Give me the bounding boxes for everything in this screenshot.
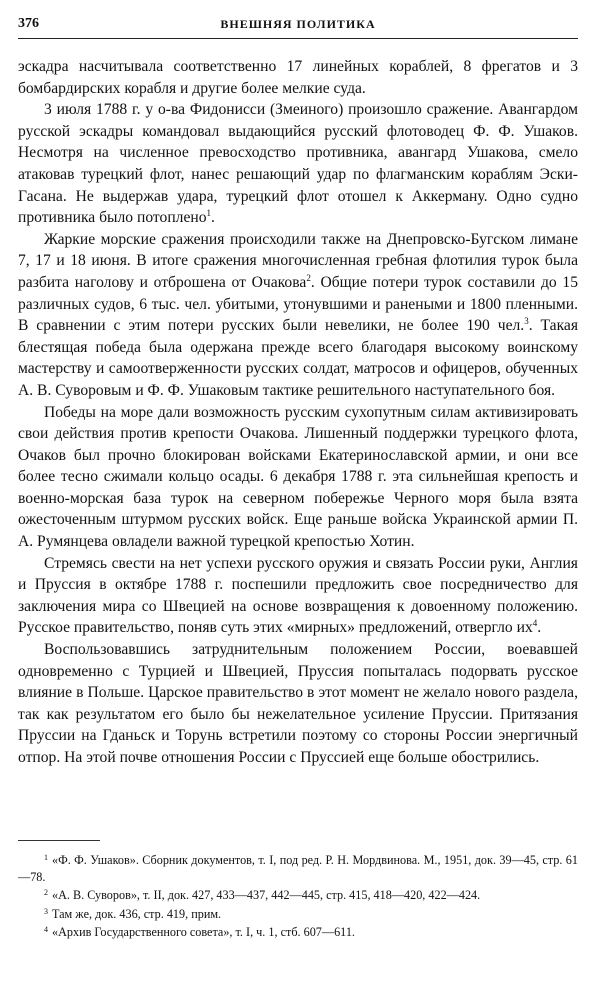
footnote-ref[interactable]: 2 <box>306 272 311 283</box>
footnote-ref[interactable]: 4 <box>532 618 538 629</box>
running-header <box>18 14 578 39</box>
paragraph: Воспользовавшись затруднительным положением России, воевавшей одновременно с Турцией и Швецией, Пруссия попыталась подорвать русское влияние в Польше. Царское правительство в этот момент не желало нового раздела, так как результатом его было бы нежелательное усиление Пруссии. Притязания Пруссии на Гданьск и Торунь встретили поэтому со стороны России энергичный отпор. На этой почве отношения России с Пруссией еще больше обострились. <box>18 641 578 766</box>
footnote-ref[interactable]: 3 <box>524 316 529 327</box>
paragraph: Стремясь свести на нет успехи русского оружия и связать России руки, Англия и Пруссия в октябре 1788 г. поспешили предложить свое посредничество для заключения мира со Швецией на основе возвращения к довоенному положению. Русское правительство, поняв суть этих «мирных» предложений, отвергло $их^4$. <box>18 554 578 637</box>
footnote: $^2$ «А. В. Суворов», т. II, док. 427, 433—437, 442—445, стр. 415, 418—420, 422—424. <box>44 888 481 903</box>
paragraph: эскадра насчитывала соответственно 17 линейных кораблей, 8 фрегатов и 3 бомбардирских корабля и другие более мелкие суда. <box>18 58 578 97</box>
footnote: $^4$ «Архив Государственного совета», т. I, ч. 1, стб. 607—611. <box>44 925 355 940</box>
paragraph: Победы на море дали возможность русским сухопутным силам активизировать свои действия против крепости Очакова. Лишенный поддержки турецкого флота, Очаков был прочно блокирован войсками Екатеринославской армии, и они все более тесно сжимали кольцо осады. 6 декабря 1788 г. эта сильнейшая крепость и военно-морская база турок на северном побережье Черного моря была взята ожесточенным штурмом русских войск. Еще раньше войска Украинской армии П. А. Румянцева овладели важной турецкой крепостью Хотин. <box>18 403 578 551</box>
main-text <box>18 56 578 769</box>
page-number: 376 <box>18 16 39 31</box>
paragraph: Жаркие морские сражения происходили также на Днепровско-Бугском лимане 7, 17 и 18 июня. В итоге сражения многочисленная гребная флотилия турок была разбита наголову и отброшена от Очакова$^2$. Общие потери турок составили до 15 различных судов, 6 тыс. чел. убитыми, утонувшими и ранеными и 1800 пленными. В сравнении с этим потери русских были невелики, не более 190 чел.$^3$. Такая блестящая победа была одержана прежде всего благодаря высокому воинскому мастерству и самоотверженности русских солдат, матросов и офицеров, обученных А. В. Суворовым и Ф. Ф. Ушаковым тактике решительного наступательного боя. <box>18 230 579 399</box>
paragraph: 3 июля 1788 г. у о-ва Фидонисси (Змеиного) произошло сражение. Авангардом русской эскадры командовал выдающийся русский флотоводец Ф. Ф. Ушаков. Несмотря на численное превосходство противника, авангард Ушакова, смело атаковав турецкий флот, нанес решающий удар по флагманским кораблям Эски-Гасана. Не выдержав удара, турецкий флот отошел к Аккерману. Одно судно противника было потоплено$^1$. <box>18 101 578 227</box>
footnote-ref[interactable]: 1 <box>206 208 212 219</box>
footnote-divider <box>18 840 100 841</box>
footnote: $^1$ «Ф. Ф. Ушаков». Сборник документов, т. I, под ред. Р. Н. Мордвинова. М., 1951, док. 39—45, стр. 61—78. <box>18 853 578 884</box>
footnotes <box>18 850 578 941</box>
footnote: $^3$ Там же, док. 436, стр. 419, прим. <box>44 906 222 921</box>
running-title: ВНЕШНЯЯ ПОЛИТИКА <box>220 17 376 31</box>
